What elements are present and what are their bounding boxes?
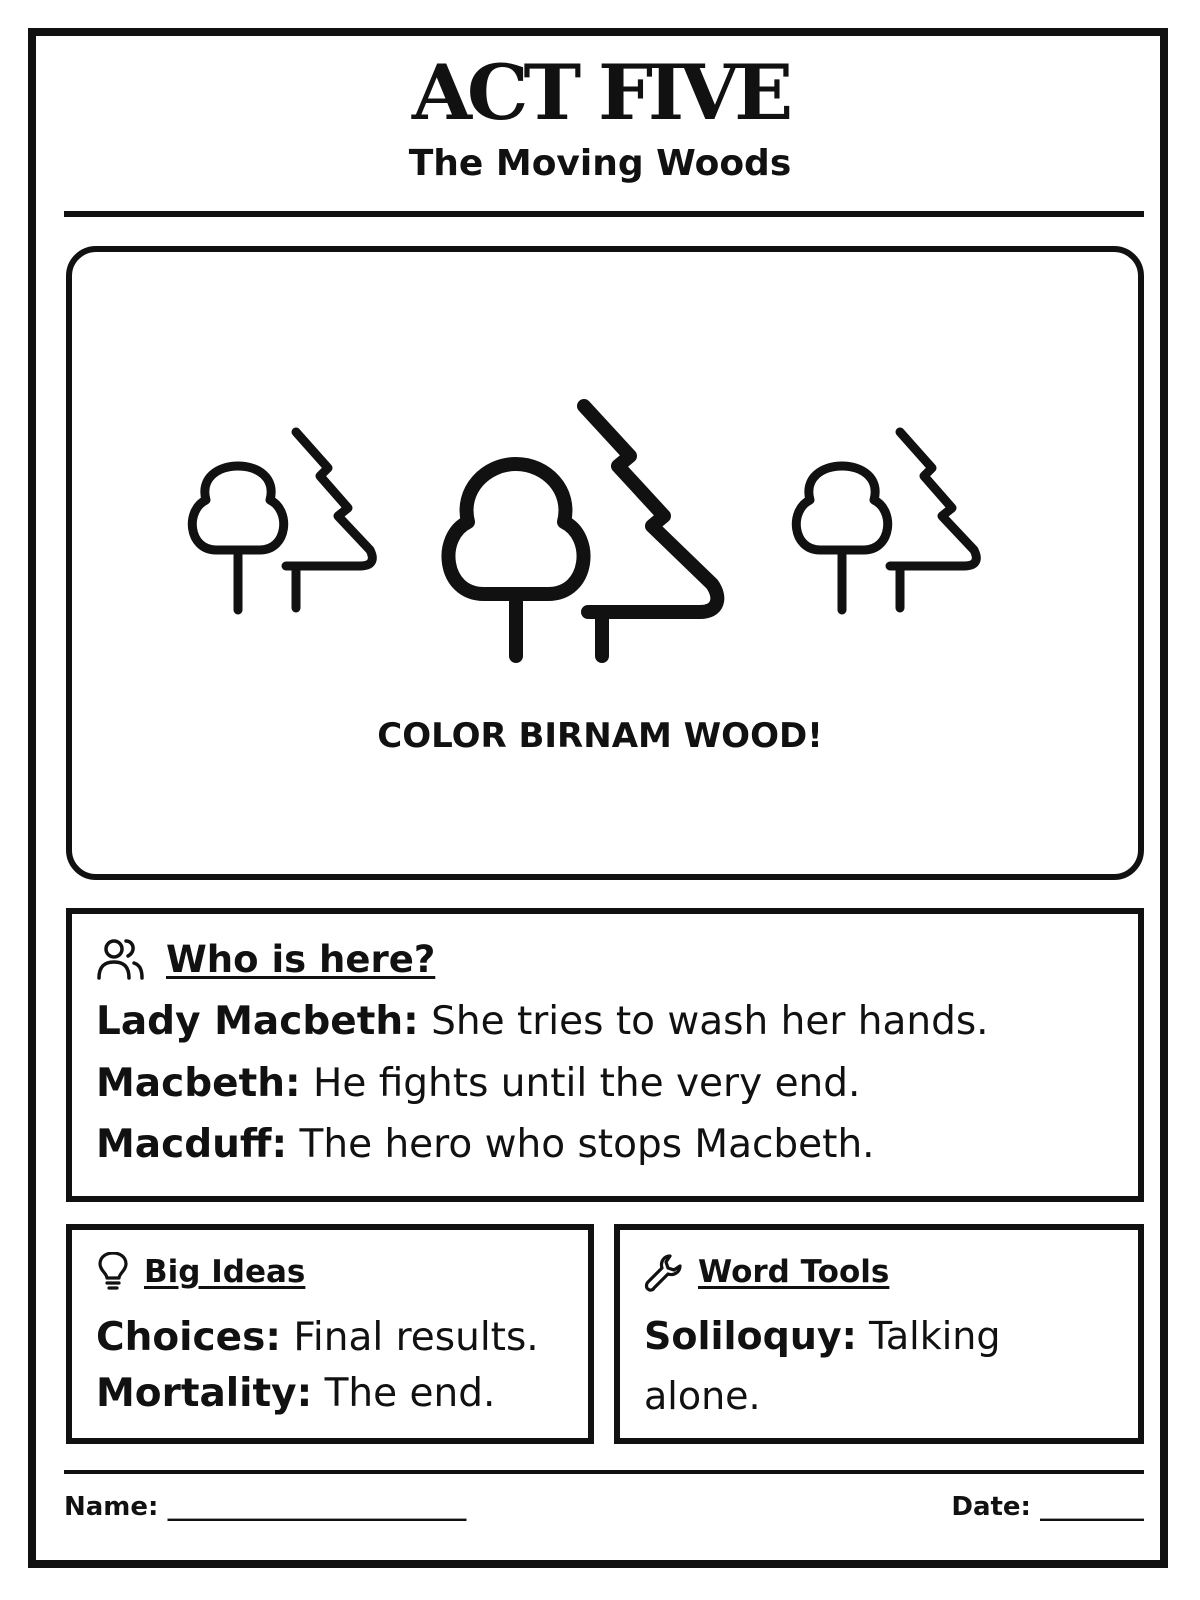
vocab-term: Soliloquy:	[644, 1314, 857, 1358]
wrench-icon	[644, 1252, 684, 1292]
idea-definition: The end.	[312, 1371, 496, 1416]
word-tools-header	[644, 1252, 889, 1292]
word-tools-box	[614, 1224, 1144, 1444]
who-heading: Who is here?	[166, 937, 436, 981]
idea-term: Choices:	[96, 1315, 281, 1360]
tree-icon	[448, 464, 583, 656]
coloring-caption: COLOR BIRNAM WOOD!	[377, 716, 823, 756]
big-ideas-heading: Big Ideas	[144, 1254, 306, 1290]
idea-line	[96, 1315, 539, 1360]
pine-tree-icon	[584, 406, 717, 656]
people-icon	[96, 936, 146, 982]
who-is-here-box	[66, 908, 1144, 1202]
character-name: Lady Macbeth:	[96, 999, 419, 1044]
name-field[interactable]: Name: _______________________	[64, 1492, 467, 1522]
big-ideas-box	[66, 1224, 594, 1444]
word-tools-heading: Word Tools	[698, 1254, 890, 1290]
character-line	[96, 999, 989, 1044]
character-description: The hero who stops Macbeth.	[287, 1122, 875, 1167]
character-name: Macbeth:	[96, 1061, 301, 1106]
date-field[interactable]: Date: ________	[951, 1492, 1144, 1522]
character-line	[96, 1122, 875, 1167]
vocab-line	[644, 1306, 1114, 1426]
idea-definition: Final results.	[280, 1315, 539, 1360]
tree-icon	[192, 466, 283, 610]
character-description: He fights until the very end.	[300, 1061, 861, 1106]
character-line	[96, 1061, 861, 1106]
page-subtitle: The Moving Woods	[408, 143, 792, 184]
tree-icon	[796, 466, 887, 610]
who-header	[96, 936, 435, 982]
pine-tree-icon	[286, 432, 372, 608]
footer-divider	[64, 1470, 1144, 1474]
header-divider	[64, 211, 1144, 217]
character-description: She tries to wash her hands.	[418, 999, 989, 1044]
page-title: ACT FIVE	[411, 48, 789, 137]
pine-tree-icon	[890, 432, 976, 608]
idea-line	[96, 1371, 496, 1416]
idea-term: Mortality:	[96, 1371, 313, 1416]
character-name: Macduff:	[96, 1122, 288, 1167]
big-ideas-header	[96, 1252, 305, 1292]
vocab-definition: Talking alone.	[644, 1314, 1001, 1418]
birnam-wood-illustration	[170, 380, 1050, 700]
lightbulb-icon	[96, 1252, 130, 1292]
